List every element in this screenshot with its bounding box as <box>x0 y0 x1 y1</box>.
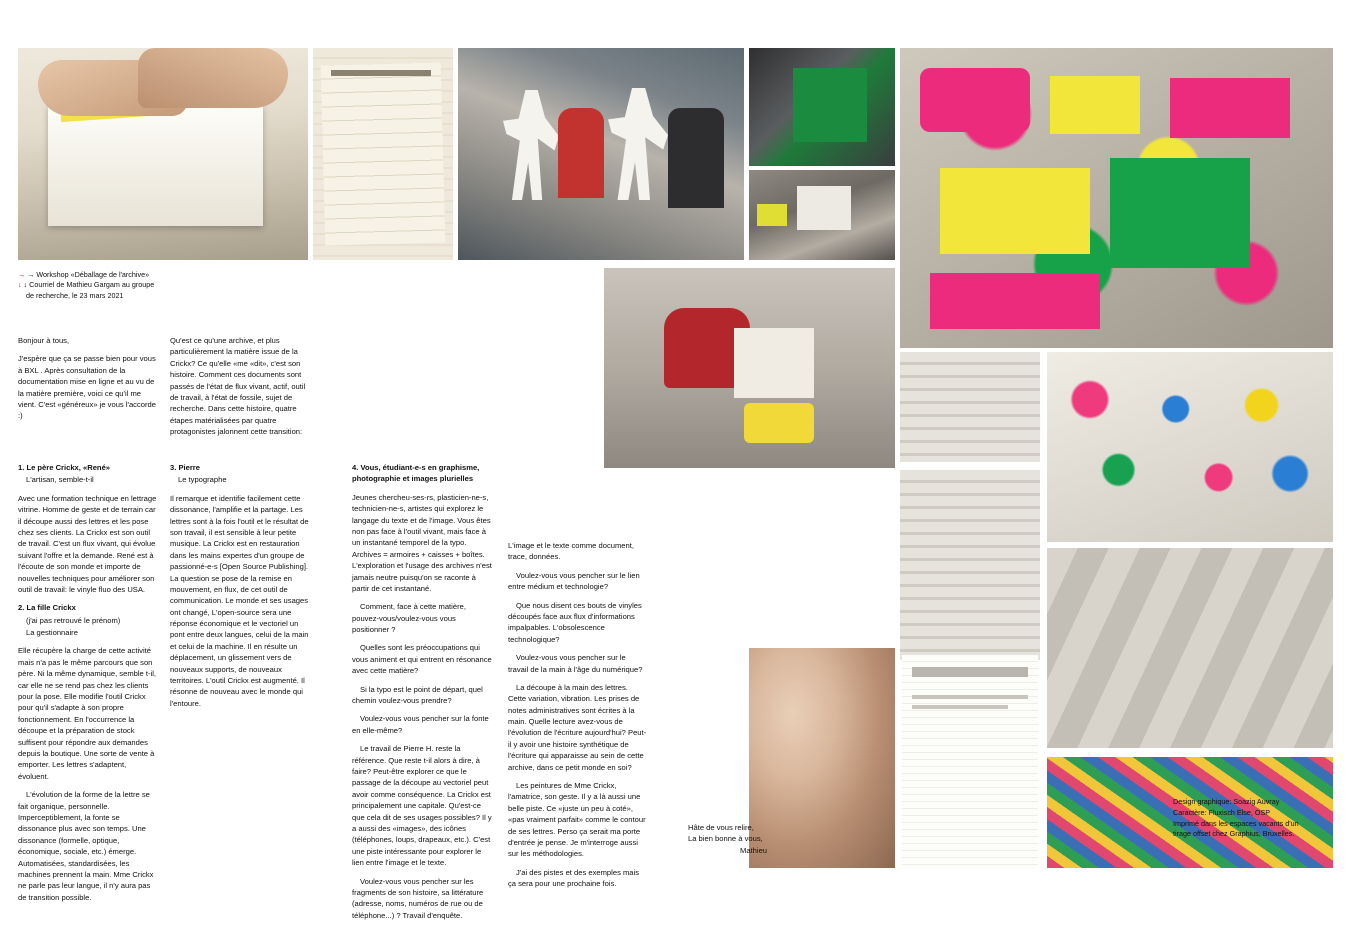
credit-line-1: Design graphique: Soazig Auvray <box>1173 797 1280 806</box>
photo-alphabet-letters <box>1047 352 1333 542</box>
section-1-body: Avec une formation technique en lettrage vitrine. Homme de geste et de terrain car il découpe aussi des lettres et les pose chez ses clients. La Crickx est son outil de travail. C'est un flux vivant, qui évolue suivant l'offre et la demande. René est à l'écoute de son monde et importe de nouvelles techniques pour améliorer son outil de travail: le vinyle fluo des USA. <box>18 493 157 594</box>
section-4-question-4: Voulez-vous vous pencher sur la fonte en elle-même? <box>352 714 489 735</box>
section-4-question-3: Si la typo est le point de départ, quel chemin voulez-vous prendre? <box>352 684 483 706</box>
section-3-body: Il remarque et identifie facilement cette dissonance, l'amplifie et la partage. Les lettres sont à la fois l'outil et le résultat de son travail, il est sensible à leur petite musique. La Crickx est en restauration dans les mains expertes d'un groupe de passionné-e-s [Open Source Publishing]. La question se pose de la remise en mouvement, en flux, de cet outil de communication. Le monde et ses usages ont changé, L'open-source sera une réponse économique et le vectoriel un pont entre deux langues, celui de la main et celui de la machine. Il en résulte un déplacement, un glissement vers de nouveaux supports, de nouveaux territoires. L'outil Crickx est augmenté. Il résonne de nouveau avec le monde qui l'entoure. <box>170 493 309 708</box>
caption-line-3: de recherche, le 23 mars 2021 <box>26 290 124 300</box>
section-2-body: Elle récupère la charge de cette activité mais n'a pas le même parcours que son père. Ni la même dynamique, semble t-il, car elle ne se rend pas chez les clients pour la pose. Elle modifie l'outil Crickx pour qu'il s'adapte à son propre fonctionnement. En l'occurrence la découpe et la préparation de stock suffisent pour répondre aux demandes depuis la boutique. Une sorte de vente à emporter. Les lettres s'adaptent, évoluent. <box>18 646 157 781</box>
photo-workshop-cutouts <box>458 48 744 260</box>
caption-line-1: → Workshop «Déballage de l'archive» <box>27 270 150 279</box>
credit-line-2: Caractère: Fluxisch Else, OSP <box>1173 807 1271 817</box>
section-3-subtitle: Le typographe <box>178 475 227 485</box>
col5-paragraph-5: J'ai des pistes et des exemples mais ça sera pour une prochaine fois. <box>508 867 640 889</box>
credit-line-4: tirage offset chez Graphius, Bruxelles. <box>1173 829 1295 839</box>
section-2-subtitle-2: La gestionnaire <box>26 628 78 638</box>
arrow-down-icon: ↓ <box>18 280 22 290</box>
intro-paragraph: Qu'est ce qu'une archive, et plus particulièrement la matière issue de la Crickx? Ce qu'elle «me «dit», c'est son histoire. Comment ces documents sont passés de l'état de flux vivant, actif, outil de travail, à l'état de fossile, sujet de recherche. Dans cette histoire, quatre étapes matérialisées par quatre protagonistes jalonnent cette transition: <box>170 336 306 437</box>
photo-ledger-notes <box>313 48 453 260</box>
letter-greeting: Bonjour à tous, <box>18 336 70 345</box>
col5-question-2: Voulez-vous vous pencher sur le travail de la main à l'âge du numérique? <box>508 653 643 674</box>
section-2-title: 2. La fille Crickx <box>18 603 76 613</box>
col5-question-1: Voulez-vous vous pencher sur le lien entre médium et technologie? <box>508 570 640 592</box>
photo-floor-workshop <box>604 268 895 468</box>
photo-letters-table <box>900 48 1333 348</box>
credits-block <box>1173 797 1338 840</box>
photo-shelf-drawers <box>900 352 1040 462</box>
photo-studio-wall <box>749 170 895 260</box>
text-column-5 <box>508 540 648 897</box>
text-column-4 <box>352 462 492 928</box>
col5-paragraph-1: L'image et le texte comme document, trace, données. <box>508 541 634 562</box>
section-4-body: Jeunes chercheu-ses-rs, plasticien-ne-s, technicien-ne-s, artistes qui explorez le langage du texte et de l'image. Vous êtes non pas face à l'outil vivant, mais face à un instantané temporel de la typo. Archives = armoires + caisses + boîtes. L'exploration et l'usage des archives n'est jamais neutre puisqu'on se raconte à partir de cet instantané. <box>352 492 492 593</box>
col5-paragraph-2: Que nous disent ces bouts de vinyles découpés face aux flux d'informations impalpables. L'obsolescence technologique? <box>508 600 642 644</box>
text-column-3 <box>170 462 310 716</box>
section-4-question-6: Voulez-vous vous pencher sur les fragments de son histoire, sa littérature (adresse, noms, numéros de rue ou de téléphone...) ? Travail d'enquête. <box>352 876 484 920</box>
signature-line-1: Hâte de vous relire, <box>688 823 754 832</box>
signature-line-2: La bien bonne à vous, <box>688 834 763 844</box>
section-4-question-2: Quelles sont les préoccupations qui vous animent et qui entrent en résonance avec cette matière? <box>352 643 492 676</box>
section-4-question-1: Comment, face à cette matière, pouvez-vous/voulez-vous vous positionner ? <box>352 602 466 635</box>
photo-hands-archive-box <box>18 48 308 260</box>
photo-green-board <box>749 48 895 166</box>
photo-archive-bags-2 <box>1047 548 1333 748</box>
credit-line-3: Imprimé dans les espaces vacants d'un <box>1173 818 1299 828</box>
letter-column <box>18 335 158 429</box>
letter-body: J'espère que ça se passe bien pour vous à BXL . Après consultation de la documentation mise en ligne et au vu de la matière première, voici ce qu'il me vient. C'est «généreux» je vous l'accorde :) <box>18 354 156 421</box>
section-2-subtitle-1: (j'ai pas retrouvé le prénom) <box>26 615 121 625</box>
section-3-title: 3. Pierre <box>170 463 200 472</box>
text-column-2-intro <box>170 335 310 445</box>
text-column-2-sections <box>18 462 158 910</box>
caption-line-2: ↓ Courriel de Mathieu Gargam au groupe <box>23 280 155 290</box>
photo-invoice-document <box>902 655 1038 868</box>
signature-name: Mathieu <box>740 845 768 855</box>
caption-workshop <box>18 270 278 301</box>
section-1-title: 1. Le père Crickx, «René» <box>18 463 111 472</box>
section-1-subtitle: L'artisan, semble-t-il <box>26 475 94 485</box>
signature-block <box>688 822 808 856</box>
col5-paragraph-3: La découpe à la main des lettres. Cette variation, vibration. Les prises de notes administratives sont écrites à la main. Quelle lecture avez-vous de l'évolution de l'écriture aujourd'hui? Peut-il y avoir une histoire synthétique de l'écriture qui apparaisse au sein de cette archive, dans ce petit monde en soi? <box>508 682 647 772</box>
section-4-paragraph-5: Le travail de Pierre H. reste la référence. Que reste t-il alors à dire, à faire? Peut-être explorer ce que le passage de la découpe au vectoriel peut avoir comme conséquence. La Crickx est principalement une capitale. Qu'est-ce que cela dit de ses usages possibles? Il y a aussi des «images», des icônes (téléphones, loups, drapeaux, etc.). C'est une piste intéressante pour explorer le lien entre l'image et le texte. <box>352 744 492 868</box>
section-4-title: 4. Vous, étudiant-e-s en graphisme, photographie et images plurielles <box>352 463 480 484</box>
photo-archive-bags <box>900 470 1040 660</box>
arrow-right-icon: → <box>18 270 26 279</box>
section-2-body-2: L'évolution de la forme de la lettre se fait organique, personnelle. Imperceptiblement, la fonte se dissonance plus avec son temps. Une dissonance (formelle, optique, économique, sociale, etc.) émerge. Automatisées, standardisées, les machines prennent la main. Mme Crickx ne parle pas leur langue, il n'y aura pas de transition possible. <box>18 790 154 902</box>
col5-paragraph-4: Les peintures de Mme Crickx, l'amatrice, son geste. Il y a là aussi une belle piste. Ce «juste un peu à coté», «pas vraiment parfait» comme le contour de ses lettres. Perso ça serait ma porte d'entrée je pense. Je m'interroge aussi sur les méthodologies. <box>508 781 646 859</box>
